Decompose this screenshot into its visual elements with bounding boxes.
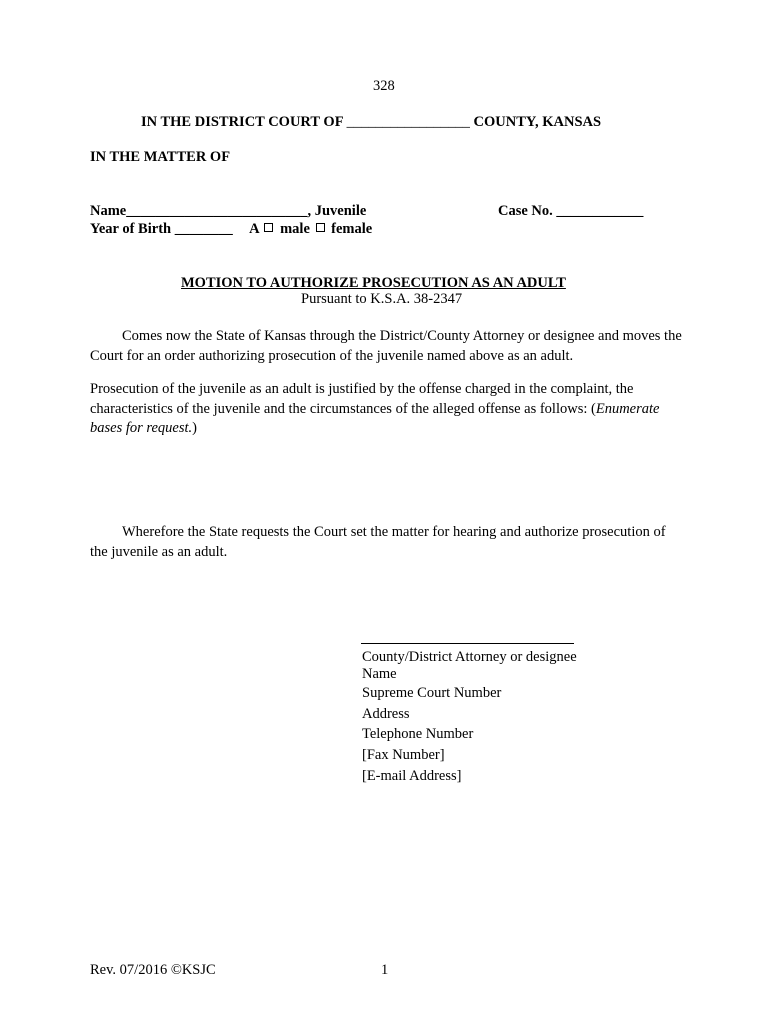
- signature-court-number: Supreme Court Number: [362, 685, 502, 701]
- court-heading-right: COUNTY, KANSAS: [473, 114, 602, 130]
- year-of-birth: Year of Birth ________: [90, 221, 233, 237]
- paragraph-justification: Prosecution of the juvenile as an adult is justified by the offense charged in the complaint, the characteristics of the juvenile and the circumstances of the alleged offense as follows: (Enumerate bases for request.): [90, 381, 660, 436]
- court-heading: [141, 114, 601, 131]
- paragraph-wherefore: Wherefore the State requests the Court set the matter for hearing and authorize prosecution of the juvenile as an adult.: [90, 524, 666, 560]
- matter-heading: IN THE MATTER OF: [90, 149, 231, 165]
- signature-line[interactable]: [361, 643, 574, 644]
- document-title: MOTION TO AUTHORIZE PROSECUTION AS AN ADULT: [181, 275, 566, 291]
- paragraph-motion: Comes now the State of Kansas through the District/County Attorney or designee and moves the Court for an order authorizing prosecution of the juvenile named above as an adult.: [90, 328, 682, 364]
- signature-email: [E-mail Address]: [362, 768, 462, 784]
- signature-telephone: Telephone Number: [362, 726, 474, 742]
- footer-page-number: 1: [381, 962, 389, 978]
- a-label: A: [249, 221, 259, 237]
- female-checkbox[interactable]: [316, 223, 325, 232]
- county-blank: _________________: [346, 114, 470, 130]
- signature-name: Name: [362, 666, 397, 682]
- enumerate-instruction: Enumerate bases for request.: [90, 400, 660, 436]
- birth-sex-line: [90, 221, 372, 238]
- male-label: male: [280, 221, 310, 237]
- case-number-line: Case No. ____________: [498, 203, 644, 219]
- female-label: female: [331, 221, 373, 237]
- footer-revision: Rev. 07/2016 ©KSJC: [90, 962, 216, 978]
- top-page-number: 328: [373, 78, 395, 94]
- document-subtitle: Pursuant to K.S.A. 38-2347: [301, 291, 463, 307]
- signature-title: County/District Attorney or designee: [362, 649, 577, 665]
- signature-address: Address: [362, 706, 410, 722]
- juvenile-name-line: Name_________________________, Juvenile: [90, 203, 367, 219]
- male-checkbox[interactable]: [264, 223, 273, 232]
- signature-fax: [Fax Number]: [362, 747, 445, 763]
- court-heading-left: IN THE DISTRICT COURT OF: [141, 114, 344, 130]
